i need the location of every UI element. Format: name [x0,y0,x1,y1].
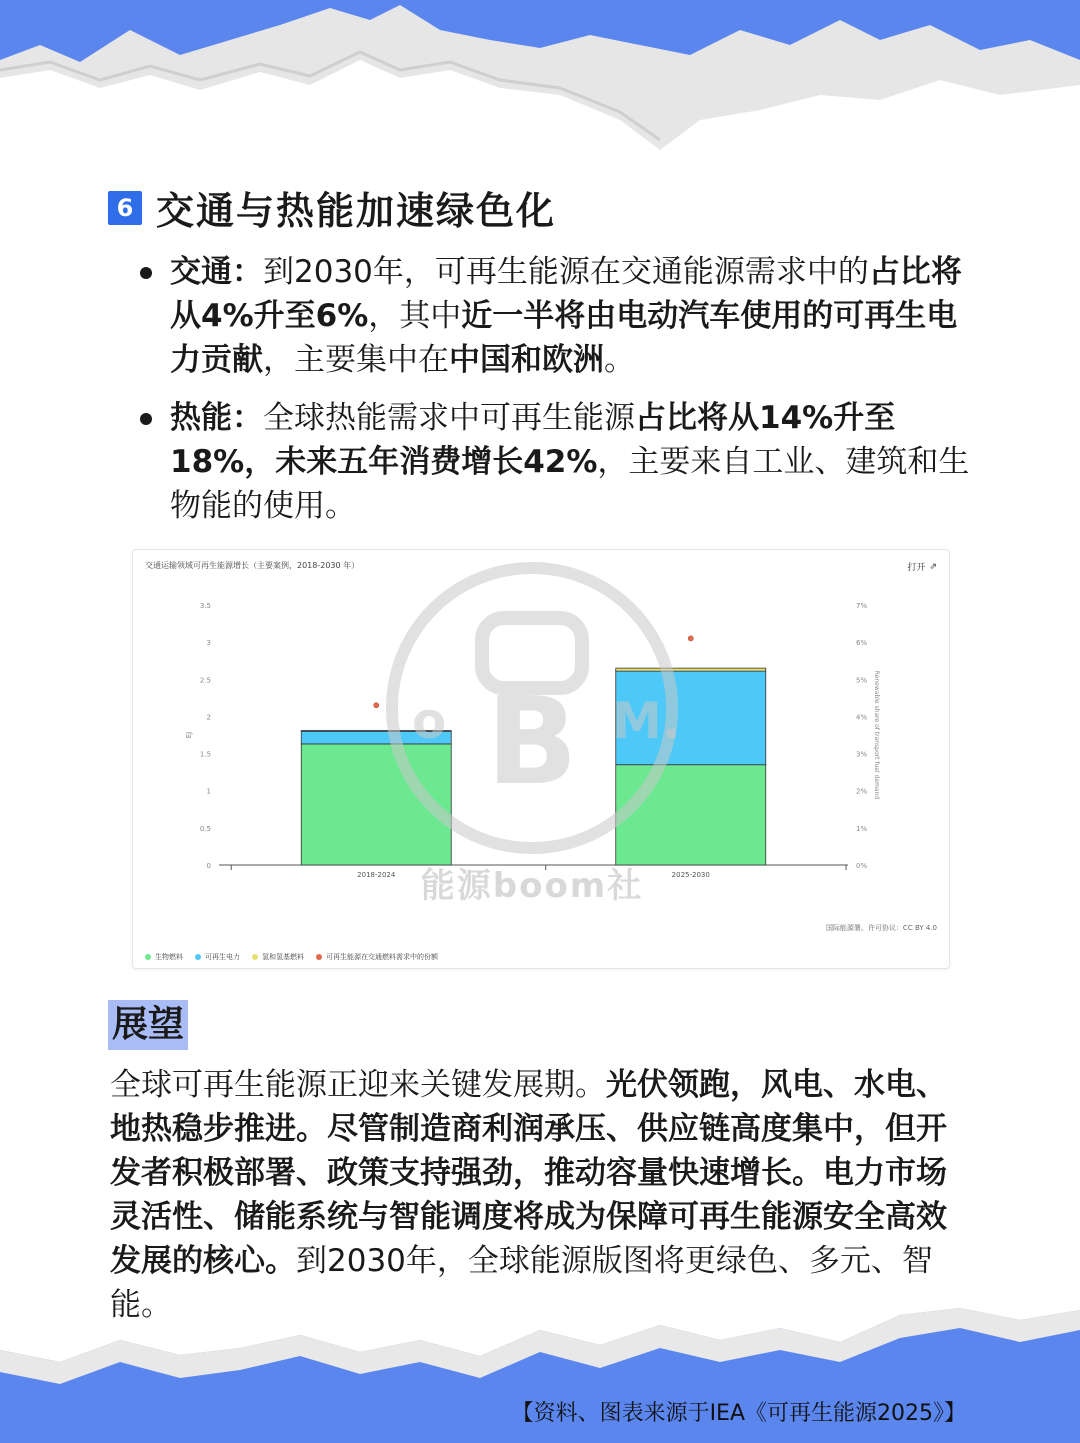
legend-swatch [195,954,201,960]
svg-text:M.: M. [612,692,681,750]
y-tick-label: 0 [206,862,211,870]
outlook-text: 全球可再生能源正迎来关键发展期。 [110,1067,606,1103]
legend-label: 氢和氢基燃料 [262,953,304,961]
chart-card [132,549,950,969]
bullet-bold: 中国和欧洲 [449,342,604,378]
bullet-text: ，其中 [368,298,462,334]
bullet-label: 热能： [170,400,263,436]
bar-segment-1 [301,731,451,744]
bullet-text: 。 [604,342,635,378]
section-number-badge: 6 [108,191,142,225]
bullet-text: ，主要集中在 [263,342,449,378]
bar-segment-2 [301,731,451,732]
y-tick-label: 3 [206,639,211,648]
bullet-list [132,250,982,542]
bar-segment-0 [616,765,766,865]
bullet-bold: 占比将从4%升至6% [170,254,962,334]
y-axis-label: EJ [185,731,193,739]
outlook-bold: 光伏领跑，风电、水电、地热稳步推进。尽管制造商利润承压、供应链高度集中，但开发者积极部署、政策支持强劲，推动容量快速增长。电力市场灵活性、储能系统与智能调度将成为保障可再生能源安全高效发展的核心。 [110,1067,947,1279]
chart-legend [145,952,438,962]
y-tick-label: 0.5 [199,824,211,833]
legend-label: 生物燃料 [155,953,183,961]
chart-plot [133,580,951,925]
y-tick-label: 1 [206,787,211,796]
legend-item[interactable] [252,952,304,962]
bar-segment-0 [301,744,451,865]
x-tick-label: 2025-2030 [671,871,710,879]
share-point [688,636,693,641]
bullet-bold: 近一半将由电动汽车使用的可再生电力贡献 [170,298,958,378]
watermark-brand-text: 能源boom社 [420,866,644,906]
legend-swatch [316,954,322,960]
legend-item[interactable] [145,952,183,962]
y2-tick-label: 6% [856,639,868,648]
outlook-label: 展望 [108,1000,188,1050]
section-heading [108,180,556,235]
torn-paper-top [0,0,1080,170]
legend-label: 可再生能源在交通燃料需求中的份额 [326,953,438,961]
bullet-transport [132,250,982,382]
legend-item[interactable] [195,952,240,962]
bullet-bold: 占比将从14%升至18%，未来五年消费增长42% [170,400,896,480]
legend-swatch [252,954,258,960]
legend-swatch [145,954,151,960]
svg-text:o: o [412,692,447,750]
y2-tick-label: 7% [856,602,868,610]
y2-tick-label: 5% [856,676,868,685]
bullet-heat [132,396,982,528]
chart-open-button[interactable] [907,560,937,573]
section-title: 交通与热能加速绿色化 [156,189,557,233]
external-link-icon: ⇗ [929,561,937,572]
y-tick-label: 3.5 [199,602,211,610]
legend-label: 可再生电力 [205,953,240,961]
legend-item[interactable] [316,952,438,962]
chart-title: 交通运输领域可再生能源增长（主要案例，2018-2030 年） [145,561,360,570]
outlook-body [110,1063,970,1327]
y2-tick-label: 0% [856,862,868,870]
x-tick-label: 2018-2024 [357,871,396,879]
y-tick-label: 2.5 [199,676,211,685]
bullet-text: 全球热能需求中可再生能源 [263,400,635,436]
chart-open-label: 打开 [907,563,926,573]
y2-tick-label: 4% [856,713,868,722]
y2-tick-label: 1% [856,824,868,833]
footer-source: 【资料、图表来源于IEA《可再生能源2025》】 [511,1401,966,1426]
bar-segment-2 [616,668,766,671]
y2-tick-label: 3% [856,750,868,759]
svg-text:B: B [486,673,578,812]
bar-segment-1 [616,671,766,765]
bullet-text: ，主要来自工业、建筑和生物能的使用。 [170,444,970,524]
outlook-text: 到2030年，全球能源版图将更绿色、多元、智能。 [110,1243,933,1323]
y-tick-label: 1.5 [199,750,211,759]
bullet-text: 到2030年，可再生能源在交通能源需求中的 [263,254,869,290]
share-point [374,703,379,708]
chart-source-note: 国际能源署。许可协议：CC BY 4.0 [825,924,937,932]
y2-axis-label: Renewable share of transport fuel demand [873,670,880,800]
y-tick-label: 2 [206,713,211,722]
bullet-label: 交通： [170,254,263,290]
y2-tick-label: 2% [856,787,868,796]
